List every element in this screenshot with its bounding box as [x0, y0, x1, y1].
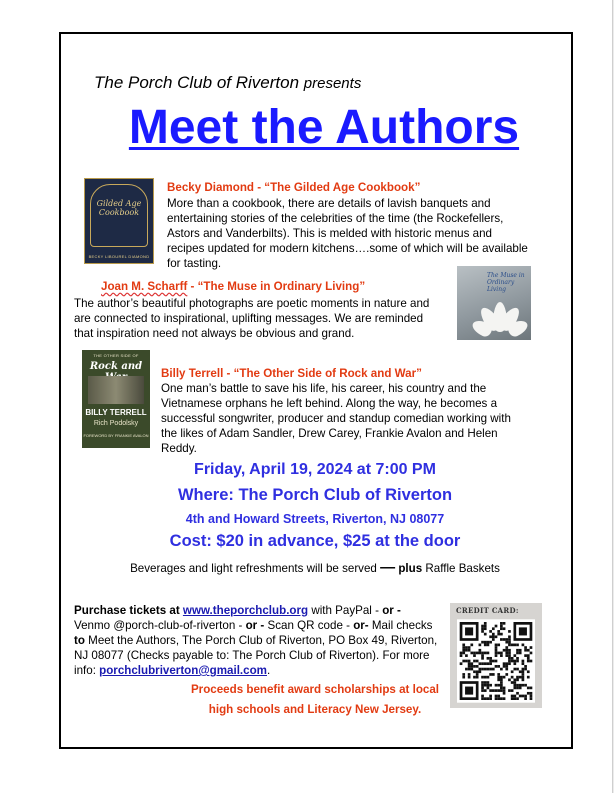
desc-line: successful songwriter, producer and standup comedian working with [161, 412, 511, 425]
desc-line: More than a cookbook, there are details of lavish banquets and [167, 197, 491, 210]
author-2-description [74, 296, 454, 341]
purchase-info [74, 603, 438, 678]
desc-line: Astors and Vanderbilts). This is melded with historic menus and [167, 227, 492, 240]
or-text: or- [353, 619, 369, 632]
author-2-title [101, 279, 365, 294]
cover-author: BILLY TERRELL [85, 408, 147, 417]
refreshments-plus: plus [395, 562, 423, 575]
desc-line: Vietnamese orphans he left behind. Along the way, he becomes a [161, 397, 498, 410]
qr-label: CREDIT CARD: [456, 606, 519, 615]
desc-line: the likes of Adam Sandler, Drew Carey, Frankie Avalon and Helen [161, 427, 498, 440]
other-side-of-rock-and-war-cover [82, 350, 150, 448]
email-link[interactable]: porchclubriverton@gmail.com [99, 664, 267, 677]
refreshments-rest: Raffle Baskets [422, 562, 500, 575]
desc-line: Reddy. [161, 442, 197, 455]
author-3-description [161, 381, 561, 456]
desc-line: One man’s battle to save his life, his career, his country and the [161, 382, 487, 395]
event-address: 4th and Howard Streets, Riverton, NJ 08077 [185, 512, 445, 526]
cover-foreword: FOREWORD BY FRANKIE AVALON [83, 433, 149, 438]
event-date: Friday, April 19, 2024 at 7:00 PM [194, 461, 436, 478]
author-3-title: Billy Terrell - “The Other Side of Rock and War” [161, 367, 422, 380]
website-link[interactable]: www.theporchclub.org [182, 604, 309, 617]
gilded-age-cookbook-cover [84, 178, 154, 264]
cover-author: BECKY LIBOUREL DIAMOND [88, 254, 150, 259]
purchase-lead: Purchase tickets at [74, 604, 183, 617]
purchase-text: with PayPal - [308, 604, 383, 617]
desc-line: entertaining stories of the celebrities of the time (the Rockefellers, [167, 212, 504, 225]
refreshments-text: Beverages and light refreshments will be served [130, 562, 381, 575]
purchase-text: Mail checks [368, 619, 433, 632]
proceeds-line-2: high schools and Literacy New Jersey. [208, 703, 422, 716]
purchase-text: Meet the Authors, The Porch Club of Riverton, PO Box 49, Riverton, NJ 08077 (Checks payable to: The Porch Club of Riverton). For more info: [74, 634, 438, 677]
desc-line: recipes updated for modern kitchens….some of which will be available [167, 242, 528, 255]
purchase-text: Scan QR code - [264, 619, 354, 632]
muse-in-ordinary-living-cover [457, 266, 531, 340]
to-text: to [74, 634, 85, 647]
desc-line: are connected to inspirational, uplifting messages. We are reminded [74, 312, 424, 325]
desc-line: The author’s beautiful photographs are poetic moments in nature and [74, 297, 430, 310]
author-2-book: - “The Muse in Ordinary Living” [187, 280, 366, 293]
cover-title: Gilded Age Cookbook [96, 199, 142, 217]
proceeds-line-1: Proceeds benefit award scholarships at local [190, 683, 440, 696]
page-title: Meet the Authors [128, 101, 520, 154]
cover-photo [88, 376, 144, 404]
presents-line [94, 73, 361, 93]
author-2-name: Joan M. Scharff [101, 280, 188, 293]
presenting-org: The Porch Club of Riverton [94, 73, 300, 92]
desc-line: that inspiration need not always be obvious and grand. [74, 327, 355, 340]
refreshments-dash: — [380, 559, 396, 576]
author-1-title: Becky Diamond - “The Gilded Age Cookbook” [167, 181, 421, 194]
cover-coauthor: Rich Podolsky [93, 420, 139, 427]
or-text: or - [382, 604, 401, 617]
author-1-description [167, 196, 557, 271]
purchase-text: . [267, 664, 271, 677]
cover-title: Rock and [89, 361, 143, 372]
desc-line: for tasting. [167, 257, 222, 270]
refreshments-note [60, 559, 570, 576]
event-location: Where: The Porch Club of Riverton [177, 486, 453, 504]
event-cost: Cost: $20 in advance, $25 at the door [169, 532, 461, 550]
or-text: or - [245, 619, 265, 632]
purchase-text: Venmo @porch-club-of-riverton - [74, 619, 246, 632]
cover-title: The Muse in Ordinary Living [487, 272, 525, 293]
cover-top-text: THE OTHER SIDE OF [93, 353, 139, 358]
presents-word: presents [303, 75, 362, 92]
